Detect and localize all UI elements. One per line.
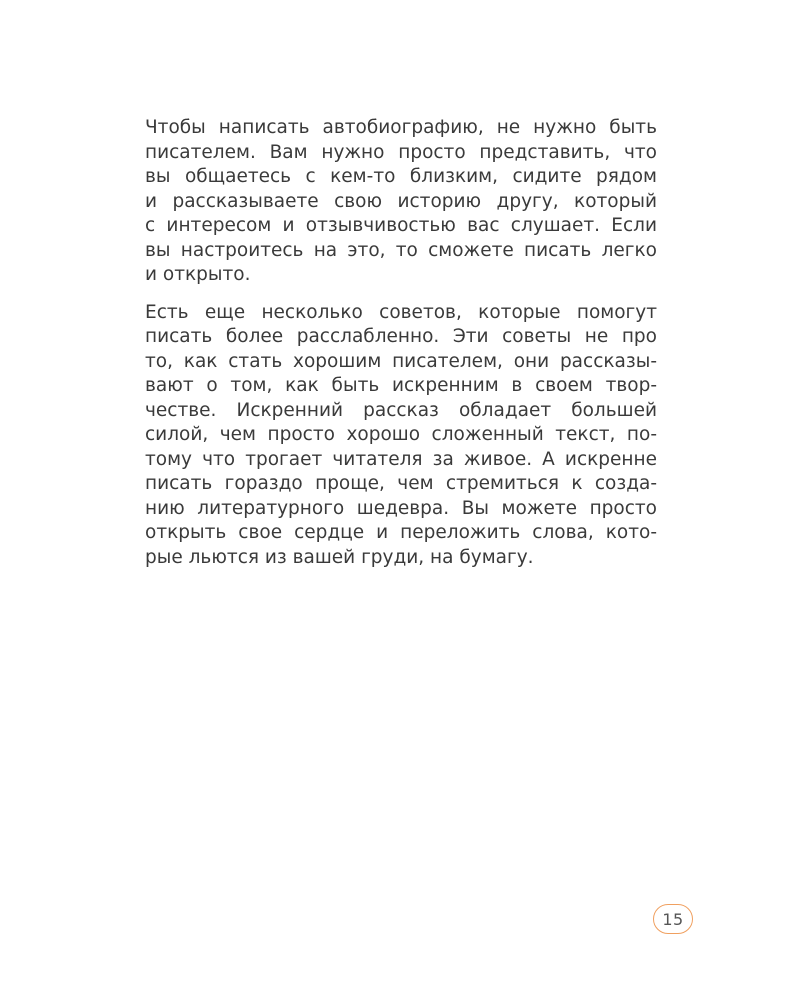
- text-line: вы настроитесь на это, то сможете писать легко: [145, 239, 657, 261]
- text-line: силой, чем просто хорошо сложенный текст, по-: [145, 424, 657, 445]
- text-line: вают о том, как быть искренним в своем твор-: [145, 375, 657, 396]
- text-line: то, как стать хорошим писателем, они рассказы-: [145, 350, 657, 372]
- text-line: нию литературного шедевра. Вы можете просто: [145, 497, 657, 519]
- text-line: писателем. Вам нужно просто представить, что: [145, 141, 657, 163]
- text-line: с интересом и отзывчивостью вас слушает. Если: [145, 215, 657, 236]
- text-line: тому что трогает читателя за живое. А искренне: [145, 448, 657, 470]
- text-line: писать гораздо проще, чем стремиться к созда-: [145, 473, 657, 494]
- text-line: и рассказываете свою историю другу, который: [145, 190, 657, 212]
- paragraph-1: [145, 116, 657, 288]
- text-line: честве. Искренний рассказ обладает большей: [145, 399, 657, 421]
- page-number-badge: [653, 904, 693, 934]
- text-line: и открыто.: [145, 264, 251, 285]
- text-line: вы общаетесь с кем-то близким, сидите рядом: [145, 166, 657, 187]
- text-line: Чтобы написать автобиографию, не нужно быть: [145, 117, 657, 138]
- body-text: [145, 116, 657, 570]
- paragraph-2: [145, 301, 657, 571]
- text-line: Есть еще несколько советов, которые помогут: [145, 301, 657, 323]
- page-number: 15: [662, 909, 684, 929]
- text-line: открыть свое сердце и переложить слова, кото-: [145, 522, 657, 543]
- text-line: писать более расслабленно. Эти советы не про: [145, 326, 657, 347]
- text-line: рые льются из вашей груди, на бумагу.: [145, 546, 534, 568]
